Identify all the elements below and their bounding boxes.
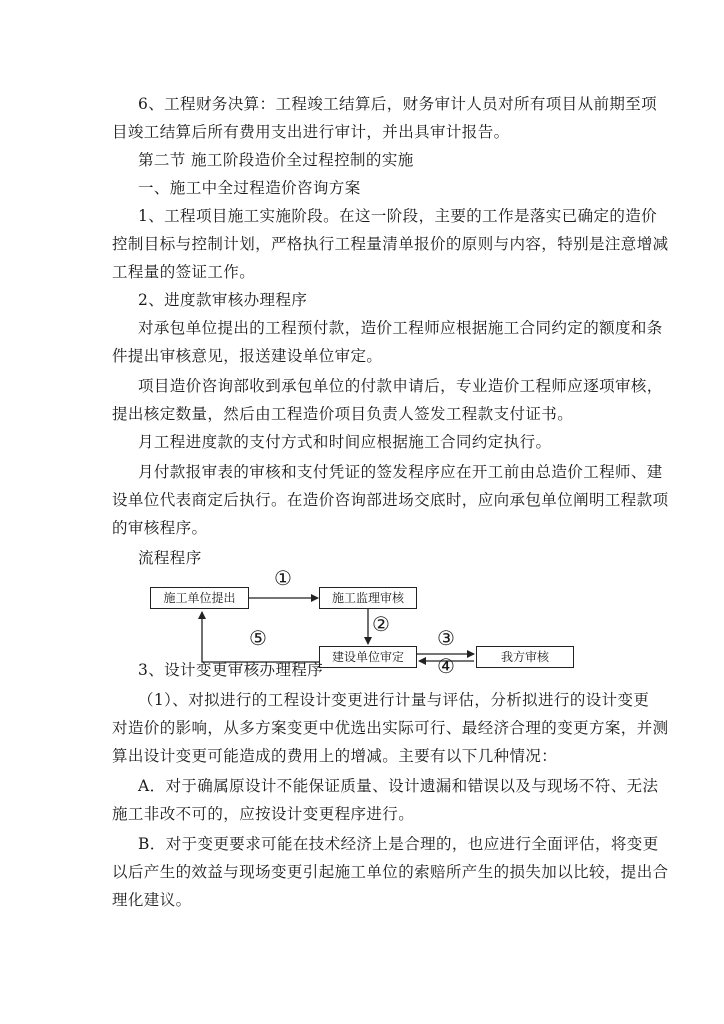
para-apply-line1: 项目造价咨询部收到承包单位的付款申请后，专业造价工程师应逐项审核， [138, 377, 663, 395]
para-1-line3: 工程量的签证工作。 [112, 263, 256, 281]
para-1-line2: 控制目标与控制计划，严格执行工程量清单报价的原则与内容，特别是注意增减 [112, 235, 669, 253]
step-5-marker: ⑤ [249, 626, 267, 650]
subsection-heading-1: 一、施工中全过程造价咨询方案 [138, 179, 361, 197]
para-design-line2: 对造价的影响，从多方案变更中优选出实际可行、最经济合理的变更方案，并测 [112, 719, 669, 737]
step-4-marker: ④ [437, 654, 455, 678]
para-report-line3: 的审核程序。 [112, 519, 208, 537]
para-6-line2: 目竣工结算后所有费用支出进行审计，并出具审计报告。 [112, 123, 510, 141]
flow-box-supervisor: 施工监理审核 [319, 587, 417, 609]
para-design-line1: （1）、对拟进行的工程设计变更进行计量与评估，分析拟进行的设计变更 [138, 691, 650, 709]
para-A-line1: A．对于确属原设计不能保证质量、设计遗漏和错误以及与现场不符、无法 [138, 777, 659, 795]
para-B-line3: 理化建议。 [112, 891, 192, 909]
para-apply-line2: 提出核定数量，然后由工程造价项目负责人签发工程款支付证书。 [112, 405, 574, 423]
para-prepay-line2: 件提出审核意见，报送建设单位审定。 [112, 347, 383, 365]
para-A-line2: 施工非改不可的，应按设计变更程序进行。 [112, 805, 415, 823]
item-2-heading: 2、进度款审核办理程序 [138, 291, 308, 309]
para-design-line3: 算出设计变更可能造成的费用上的增减。主要有以下几种情况： [112, 747, 558, 765]
step-2-marker: ② [372, 612, 390, 636]
step-1-marker: ① [274, 566, 292, 590]
flow-box-owner: 建设单位审定 [319, 646, 417, 668]
para-B-line1: B．对于变更要求可能在技术经济上是合理的，也应进行全面评估，将变更 [138, 835, 659, 853]
section-heading: 第二节 施工阶段造价全过程控制的实施 [138, 151, 414, 169]
flow-label: 流程程序 [138, 549, 202, 567]
para-report-line2: 设单位代表商定后执行。在造价咨询部进场交底时，应向承包单位阐明工程款项 [112, 491, 669, 509]
flow-box-our-review: 我方审核 [476, 646, 574, 668]
para-1-line1: 1、工程项目施工实施阶段。在这一阶段，主要的工作是落实已确定的造价 [138, 207, 658, 225]
item-3-heading: 3、设计变更审核办理程序 [138, 661, 324, 679]
para-report-line1: 月付款报审表的审核和支付凭证的签发程序应在开工前由总造价工程师、建 [138, 463, 663, 481]
para-monthly: 月工程进度款的支付方式和时间应根据施工合同约定执行。 [138, 433, 552, 451]
para-prepay-line1: 对承包单位提出的工程预付款，造价工程师应根据施工合同约定的额度和条 [138, 319, 663, 337]
step-3-marker: ③ [437, 626, 455, 650]
para-6-line1: 6、工程财务决算：工程竣工结算后，财务审计人员对所有项目从前期至项 [138, 95, 658, 113]
para-B-line2: 以后产生的效益与现场变更引起施工单位的索赔所产生的损失加以比较，提出合 [112, 863, 669, 881]
flow-box-contractor: 施工单位提出 [150, 587, 249, 609]
